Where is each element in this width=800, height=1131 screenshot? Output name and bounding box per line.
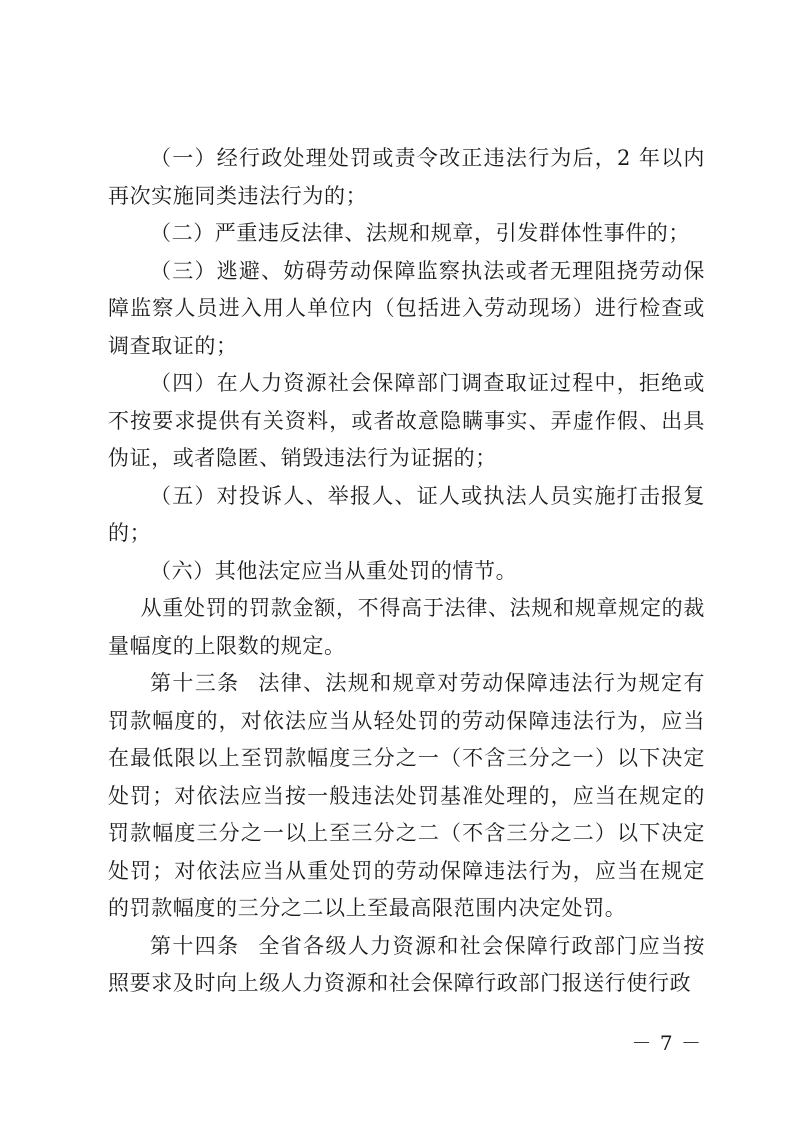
- clause-3: （三）逃避、妨碍劳动保障监察执法或者无理阻挠劳动保障监察人员进入用人单位内（包括进入劳动现场）进行检查或调查取证的；: [108, 258, 705, 358]
- article-13-number: 第十三条: [150, 671, 240, 695]
- article-13-text: 法律、法规和规章对劳动保障违法行为规定有罚款幅度的，对依法应当从轻处罚的劳动保障违法行为，应当在最低限以上至罚款幅度三分之一（不含三分之一）以下决定处罚；对依法应当按一般违法处罚基准处理的，应当在规定的罚款幅度三分之一以上至三分之二（不含三分之二）以下决定处罚；对依法应当从重处罚的劳动保障违法行为，应当在规定的罚款幅度的三分之二以上至最高限范围内决定处罚。: [108, 671, 705, 920]
- clause-6: （六）其他法定应当从重处罚的情节。: [150, 558, 518, 583]
- heavy-penalty-limit-paragraph: 从重处罚的罚款金额，不得高于法律、法规和规章规定的裁量幅度的上限数的规定。: [108, 596, 705, 658]
- article-14-number: 第十四条: [150, 933, 240, 958]
- page-number: － 7 －: [631, 1031, 702, 1055]
- article-14: [108, 928, 705, 1003]
- clause-1: （一）经行政处理处罚或责令改正违法行为后，2 年以内再次实施同类违法行为的；: [108, 146, 705, 208]
- article-13: [108, 665, 705, 928]
- clause-5: （五）对投诉人、举报人、证人或执法人员实施打击报复的；: [108, 483, 705, 545]
- article-14-text: 全省各级人力资源和社会保障行政部门应当按照要求及时向上级人力资源和社会保障行政部门报送行使行政: [108, 933, 705, 995]
- body-text: [108, 140, 705, 1003]
- clause-2: （二）严重违反法律、法规和规章，引发群体性事件的；: [150, 221, 690, 245]
- clause-4: （四）在人力资源社会保障部门调查取证过程中，拒绝或不按要求提供有关资料，或者故意隐瞒事实、弄虚作假、出具伪证，或者隐匿、销毁违法行为证据的；: [108, 371, 705, 470]
